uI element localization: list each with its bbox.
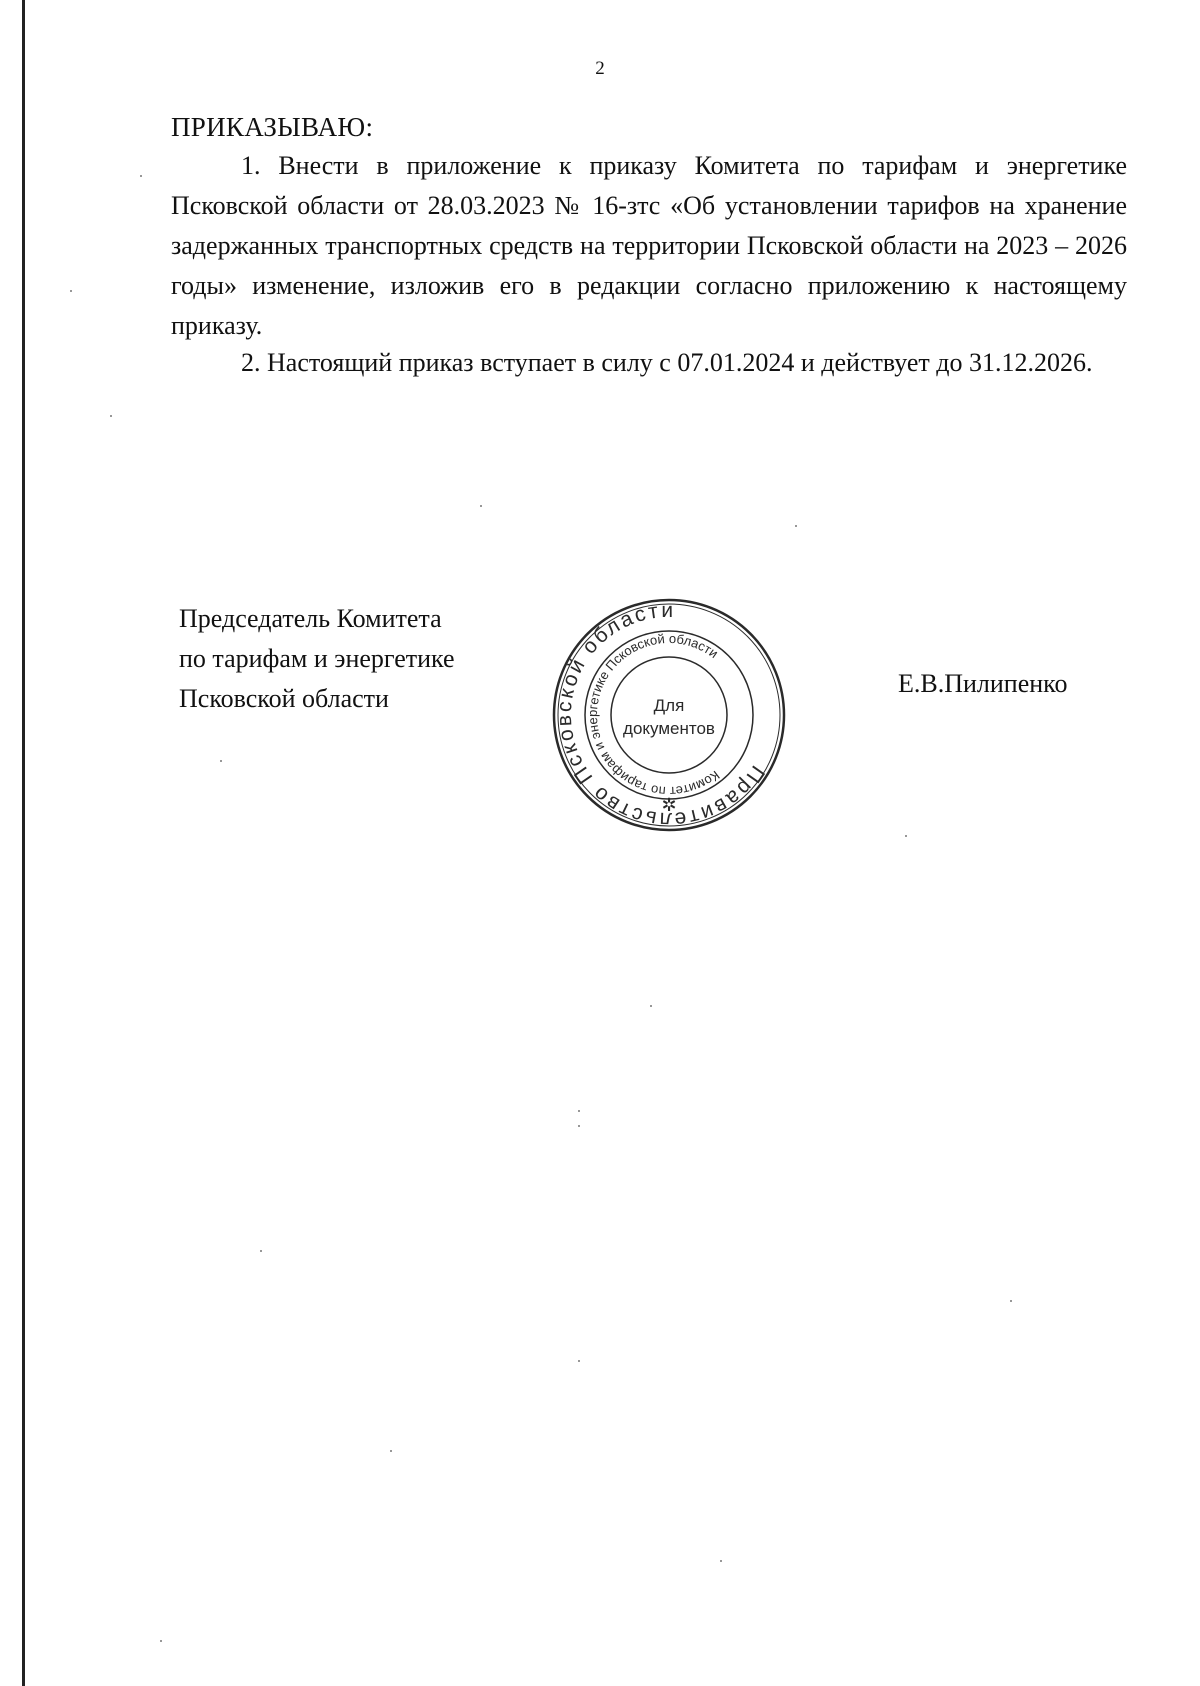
scan-speck (650, 1005, 652, 1007)
scan-speck (1010, 1300, 1012, 1302)
scan-speck (260, 1250, 262, 1252)
page-number: 2 (595, 58, 605, 79)
stamp-center-line-2: документов (623, 719, 715, 738)
scan-speck (578, 1110, 580, 1112)
scan-speck (110, 415, 112, 417)
scan-speck (160, 1640, 162, 1642)
stamp-outer-text: Правительство Псковской области (552, 598, 770, 832)
scan-speck (905, 835, 907, 837)
signatory-name: Е.В.Пилипенко (898, 669, 1068, 698)
scan-speck (795, 525, 797, 527)
scan-speck (70, 290, 72, 292)
scan-speck (720, 1560, 722, 1562)
scan-speck (578, 1360, 580, 1362)
scan-speck (220, 760, 222, 762)
scan-speck (390, 1450, 392, 1452)
scan-speck (140, 175, 142, 177)
order-paragraph-1: 1. Внести в приложение к приказу Комитета по тарифам и энергетике Псковской области от 28.03.2023 № 16-зтс «Об установлении тарифов на хранение задержанных транспортных средств на территории Псковской области на 2023 – 2026 годы» изменение, изложив его в редакции согласно приложению к настоящему приказу. (171, 151, 1127, 340)
signatory-title-line: Председатель Комитета (179, 604, 442, 633)
signatory-title-line: по тарифам и энергетике (179, 644, 455, 673)
signatory-title-line: Псковской области (179, 684, 389, 713)
stamp-center-line-1: Для (653, 696, 685, 715)
scan-speck (480, 505, 482, 507)
stamp-star-icon: ✲ (661, 795, 677, 815)
stamp-inner-circle (611, 657, 727, 773)
scan-edge-line (22, 0, 25, 1686)
stamp-inner-text: Комитет по тарифам и энергетике Псковской области (584, 630, 723, 800)
signatory-title (179, 599, 455, 719)
order-paragraph-2: 2. Настоящий приказ вступает в силу с 07.01.2024 и действует до 31.12.2026. (241, 348, 1093, 377)
order-heading: ПРИКАЗЫВАЮ: (171, 112, 374, 142)
stamp-seal (550, 596, 788, 834)
scan-speck (578, 1125, 580, 1127)
official-stamp (550, 596, 788, 834)
